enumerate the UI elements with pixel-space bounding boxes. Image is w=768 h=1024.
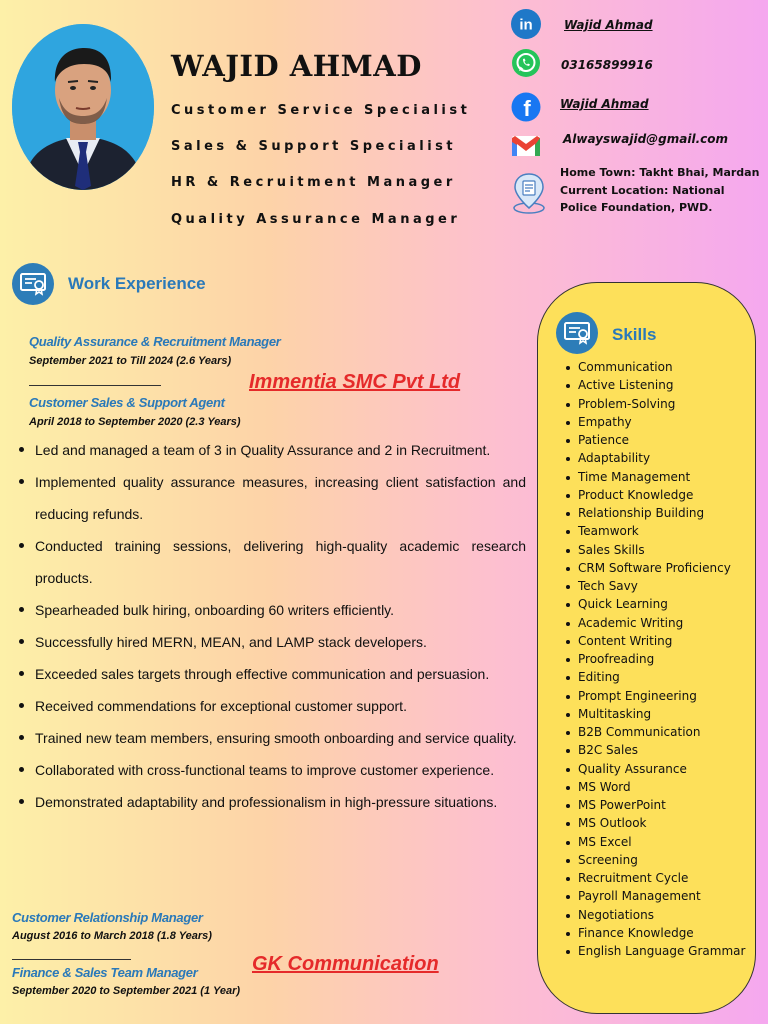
facebook-link[interactable]: Wajid Ahmad: [560, 97, 649, 111]
skill-item: Content Writing: [566, 632, 756, 650]
job-dates: August 2016 to March 2018 (1.8 Years): [12, 930, 212, 942]
job-title: Customer Relationship Manager: [12, 910, 203, 925]
role-line: HR & Recruitment Manager: [171, 175, 456, 190]
location-pin-icon: [511, 172, 547, 214]
email-address[interactable]: Alwayswajid@gmail.com: [563, 132, 729, 146]
list-item: Trained new team members, ensuring smooth onboarding and service quality.: [16, 722, 526, 754]
list-item: Implemented quality assurance measures, increasing client satisfaction and reducing refunds.: [16, 466, 526, 530]
facebook-icon[interactable]: [511, 92, 541, 122]
job-dates: September 2021 to Till 2024 (2.6 Years): [29, 355, 232, 367]
skill-item: Recruitment Cycle: [566, 869, 756, 887]
skill-item: MS Excel: [566, 833, 756, 851]
skills-heading: Skills: [612, 325, 657, 344]
skill-item: Adaptability: [566, 449, 756, 467]
skill-item: Communication: [566, 358, 756, 376]
job-dates: September 2020 to September 2021 (1 Year): [12, 985, 241, 997]
work-experience-heading: Work Experience: [68, 274, 206, 293]
list-item: Successfully hired MERN, MEAN, and LAMP stack developers.: [16, 626, 526, 658]
list-item: Demonstrated adaptability and professionalism in high-pressure situations.: [16, 786, 526, 818]
skill-item: Academic Writing: [566, 614, 756, 632]
skill-item: Quick Learning: [566, 595, 756, 613]
current-location-text: Current Location: National Police Foundation, PWD.: [560, 183, 725, 214]
certificate-icon: [556, 312, 598, 354]
list-item: Received commendations for exceptional customer support.: [16, 690, 526, 722]
list-item: Conducted training sessions, delivering high-quality academic research products.: [16, 530, 526, 594]
list-item: Exceeded sales targets through effective communication and persuasion.: [16, 658, 526, 690]
skills-list: [566, 358, 756, 960]
list-item: Collaborated with cross-functional teams to improve customer experience.: [16, 754, 526, 786]
skill-item: Tech Savy: [566, 577, 756, 595]
svg-text:f: f: [523, 96, 531, 121]
skill-item: Quality Assurance: [566, 760, 756, 778]
list-item: Led and managed a team of 3 in Quality Assurance and 2 in Recruitment.: [16, 434, 526, 466]
skill-item: Problem-Solving: [566, 395, 756, 413]
skill-item: Teamwork: [566, 522, 756, 540]
role-line: Customer Service Specialist: [171, 103, 471, 118]
skill-item: CRM Software Proficiency: [566, 559, 756, 577]
skill-item: English Language Grammar: [566, 942, 756, 960]
skill-item: B2B Communication: [566, 723, 756, 741]
list-item: Spearheaded bulk hiring, onboarding 60 writers efficiently.: [16, 594, 526, 626]
candidate-name: WAJID AHMAD: [171, 49, 422, 83]
phone-number[interactable]: 03165899916: [561, 58, 653, 72]
skill-item: Empathy: [566, 413, 756, 431]
skill-item: MS Outlook: [566, 814, 756, 832]
svg-text:in: in: [519, 16, 533, 34]
skill-item: B2C Sales: [566, 741, 756, 759]
achievements-list: [16, 434, 526, 818]
skill-item: Editing: [566, 668, 756, 686]
skill-item: Active Listening: [566, 376, 756, 394]
skill-item: Patience: [566, 431, 756, 449]
skill-item: Relationship Building: [566, 504, 756, 522]
skill-item: MS Word: [566, 778, 756, 796]
skill-item: Negotiations: [566, 906, 756, 924]
location-info: [560, 164, 760, 217]
job-title: Finance & Sales Team Manager: [12, 965, 198, 980]
divider: [29, 385, 161, 386]
divider: [12, 959, 131, 960]
job-title: Customer Sales & Support Agent: [29, 395, 225, 410]
skill-item: Sales Skills: [566, 541, 756, 559]
profile-photo: [12, 24, 154, 190]
company-name: Immentia SMC Pvt Ltd: [249, 371, 461, 393]
job-title: Quality Assurance & Recruitment Manager: [29, 334, 281, 349]
skill-item: Payroll Management: [566, 887, 756, 905]
hometown-text: Home Town: Takht Bhai, Mardan: [560, 166, 760, 179]
skill-item: Prompt Engineering: [566, 687, 756, 705]
linkedin-link[interactable]: Wajid Ahmad: [564, 18, 653, 32]
whatsapp-icon[interactable]: [511, 48, 541, 78]
skill-item: Proofreading: [566, 650, 756, 668]
company-name: GK Communication: [252, 953, 439, 975]
skill-item: Finance Knowledge: [566, 924, 756, 942]
skill-item: Screening: [566, 851, 756, 869]
job-dates: April 2018 to September 2020 (2.3 Years): [29, 416, 241, 428]
linkedin-icon[interactable]: [511, 9, 541, 39]
role-line: Quality Assurance Manager: [171, 212, 461, 227]
skill-item: Time Management: [566, 468, 756, 486]
skill-item: Product Knowledge: [566, 486, 756, 504]
gmail-icon[interactable]: [511, 131, 541, 161]
certificate-icon: [12, 263, 54, 305]
skill-item: MS PowerPoint: [566, 796, 756, 814]
role-line: Sales & Support Specialist: [171, 139, 457, 154]
skill-item: Multitasking: [566, 705, 756, 723]
